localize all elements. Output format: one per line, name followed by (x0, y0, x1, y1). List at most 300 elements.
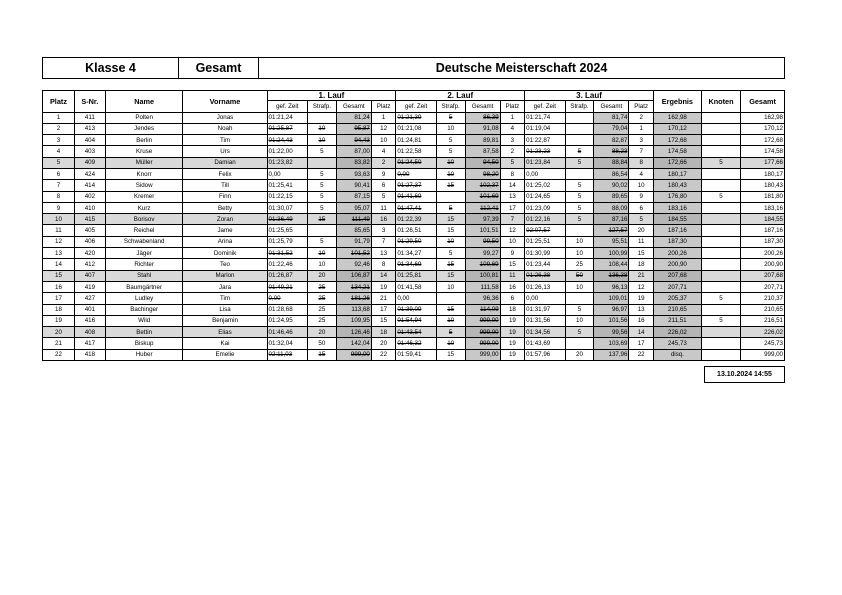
run-rank-cell: 14 (629, 327, 654, 338)
time-cell: 01:22,58 (396, 146, 436, 157)
run-rank-cell: 5 (629, 214, 654, 225)
result-cell: 187,30 (653, 236, 701, 247)
final-total-cell: 210,37 (741, 293, 785, 304)
penalty-cell: 10 (307, 135, 336, 146)
last-name-cell: Huber (105, 349, 183, 360)
run-rank-cell: 6 (629, 202, 654, 213)
table-row (43, 191, 785, 202)
lauf3-time-header: gef. Zeit (525, 101, 565, 113)
run-rank-cell: 1 (371, 112, 396, 123)
first-name-cell: Benjamin (183, 315, 267, 326)
time-cell: 01:23,09 (525, 202, 565, 213)
run-total-cell: 98,20 (465, 168, 500, 179)
final-total-cell: 207,71 (741, 281, 785, 292)
time-cell: 01:24,81 (396, 135, 436, 146)
time-cell: 01:31,52 (267, 248, 307, 259)
penalty-cell (565, 135, 594, 146)
first-name-cell: Marlon (183, 270, 267, 281)
penalty-cell: 15 (436, 214, 465, 225)
run-total-cell: 137,96 (594, 349, 629, 360)
run-rank-cell: 18 (500, 304, 525, 315)
final-total-cell: 177,66 (741, 157, 785, 168)
time-cell: 01:29,50 (396, 236, 436, 247)
knot-penalty-cell: 5 (701, 315, 740, 326)
run-total-cell: 81,24 (336, 112, 371, 123)
time-cell: 01:23,44 (525, 259, 565, 270)
result-cell: 207,71 (653, 281, 701, 292)
time-cell: 01:49,21 (267, 281, 307, 292)
time-cell: 01:30,99 (525, 248, 565, 259)
run-rank-cell: 19 (500, 327, 525, 338)
run-total-cell: 89,65 (594, 191, 629, 202)
rank-cell: 22 (43, 349, 75, 360)
run-rank-cell: 14 (371, 270, 396, 281)
time-cell: 01:22,46 (267, 259, 307, 270)
lauf2-rank-header: Platz (500, 101, 525, 113)
run-total-cell: 106,87 (336, 270, 371, 281)
result-cell: 245,73 (653, 338, 701, 349)
lauf3-total-header: Gesamt (594, 101, 629, 113)
penalty-cell: 5 (436, 202, 465, 213)
rank-cell: 18 (43, 304, 75, 315)
time-cell: 01:47,41 (396, 202, 436, 213)
final-total-cell: 187,16 (741, 225, 785, 236)
penalty-cell: 5 (307, 236, 336, 247)
final-total-cell: 184,55 (741, 214, 785, 225)
first-name-cell: Urs (183, 146, 267, 157)
run-total-cell: 99,56 (594, 327, 629, 338)
run-total-cell: 999,00 (465, 315, 500, 326)
rank-cell: 3 (43, 135, 75, 146)
first-name-cell: Tim (183, 293, 267, 304)
result-cell: disq. (653, 349, 701, 360)
time-cell: 01:19,04 (525, 123, 565, 134)
first-name-cell: Kai (183, 338, 267, 349)
result-cell: 205,37 (653, 293, 701, 304)
rank-cell: 6 (43, 168, 75, 179)
last-name-cell: Jendes (105, 123, 183, 134)
table-row (43, 157, 785, 168)
last-name-cell: Ludley (105, 293, 183, 304)
time-cell: 01:41,58 (396, 281, 436, 292)
time-cell: 01:36,49 (267, 214, 307, 225)
last-name-cell: Baumgärtner (105, 281, 183, 292)
rank-cell: 2 (43, 123, 75, 134)
table-row (43, 248, 785, 259)
start-number-cell: 402 (74, 191, 105, 202)
run-total-cell: 88,23 (594, 146, 629, 157)
rank-cell: 17 (43, 293, 75, 304)
run-rank-cell: 4 (500, 123, 525, 134)
penalty-cell: 15 (436, 349, 465, 360)
first-name-cell: Arina (183, 236, 267, 247)
penalty-cell: 10 (565, 248, 594, 259)
penalty-cell: 10 (565, 315, 594, 326)
run-total-cell: 95,07 (336, 202, 371, 213)
run-total-cell: 87,16 (594, 214, 629, 225)
run-rank-cell: 19 (500, 349, 525, 360)
time-cell: 01:25,79 (267, 236, 307, 247)
last-name-cell: Kruse (105, 146, 183, 157)
first-name-cell: Betty (183, 202, 267, 213)
penalty-cell (307, 112, 336, 123)
header-bar (42, 57, 785, 79)
first-name-cell: Lisa (183, 304, 267, 315)
final-total-cell: 170,12 (741, 123, 785, 134)
result-cell: 226,02 (653, 327, 701, 338)
final-total-cell: 174,58 (741, 146, 785, 157)
knot-penalty-cell (701, 135, 740, 146)
start-number-cell: 424 (74, 168, 105, 179)
first-name-cell: Zoran (183, 214, 267, 225)
results-table (42, 90, 785, 361)
run-total-cell: 95,87 (336, 123, 371, 134)
run-total-cell: 111,49 (336, 214, 371, 225)
time-cell: 01:41,69 (396, 191, 436, 202)
result-cell: 170,12 (653, 123, 701, 134)
run-total-cell: 79,04 (594, 123, 629, 134)
run-total-cell: 999,00 (465, 327, 500, 338)
run-rank-cell: 15 (629, 248, 654, 259)
run-total-cell: 142,04 (336, 338, 371, 349)
penalty-cell (565, 123, 594, 134)
run-rank-cell: 9 (371, 168, 396, 179)
penalty-cell (565, 225, 594, 236)
run-rank-cell: 20 (371, 338, 396, 349)
time-cell: 01:23,84 (525, 157, 565, 168)
knot-penalty-cell (701, 214, 740, 225)
run-rank-cell: 4 (629, 168, 654, 179)
result-cell: 200,26 (653, 248, 701, 259)
run-total-cell: 87,58 (465, 146, 500, 157)
lauf2-penalty-header: Strafp. (436, 101, 465, 113)
run-rank-cell: 22 (371, 349, 396, 360)
last-name-cell: Bettin (105, 327, 183, 338)
table-row (43, 338, 785, 349)
penalty-cell: 5 (565, 304, 594, 315)
run-rank-cell: 13 (371, 248, 396, 259)
final-total-cell: 183,16 (741, 202, 785, 213)
time-cell: 0,00 (525, 293, 565, 304)
run-total-cell: 83,82 (336, 157, 371, 168)
run-total-cell: 88,84 (594, 157, 629, 168)
rank-cell: 14 (43, 259, 75, 270)
time-cell: 01:26,51 (396, 225, 436, 236)
run-rank-cell: 8 (629, 157, 654, 168)
table-row (43, 293, 785, 304)
run-rank-cell: 8 (500, 168, 525, 179)
run-total-cell: 181,26 (336, 293, 371, 304)
start-number-cell: 401 (74, 304, 105, 315)
run-total-cell: 136,38 (594, 270, 629, 281)
result-cell: 174,58 (653, 146, 701, 157)
table-row (43, 214, 785, 225)
run-rank-cell: 15 (500, 259, 525, 270)
time-cell: 01:28,68 (267, 304, 307, 315)
final-total-cell: 200,90 (741, 259, 785, 270)
run-total-cell: 86,39 (465, 112, 500, 123)
result-cell: 172,66 (653, 157, 701, 168)
time-cell: 01:26,87 (267, 270, 307, 281)
final-total-cell: 172,68 (741, 135, 785, 146)
knot-penalty-cell (701, 180, 740, 191)
final-total-cell: 210,65 (741, 304, 785, 315)
penalty-cell: 5 (565, 327, 594, 338)
table-row (43, 349, 785, 360)
run-rank-cell: 1 (500, 112, 525, 123)
run-total-cell: 101,51 (465, 225, 500, 236)
rank-cell: 11 (43, 225, 75, 236)
lauf3-rank-header: Platz (629, 101, 654, 113)
event-title: Deutsche Meisterschaft 2024 (435, 61, 608, 75)
time-cell: 01:34,69 (396, 259, 436, 270)
knot-penalty-cell (701, 259, 740, 270)
col-knoten: Knoten (701, 91, 740, 113)
result-cell: 162,98 (653, 112, 701, 123)
time-cell: 01:25,41 (267, 180, 307, 191)
time-cell: 01:22,00 (267, 146, 307, 157)
start-number-cell: 415 (74, 214, 105, 225)
knot-penalty-cell (701, 304, 740, 315)
time-cell: 01:54,94 (396, 315, 436, 326)
time-cell: 01:39,09 (396, 304, 436, 315)
run-rank-cell: 9 (629, 191, 654, 202)
penalty-cell: 10 (436, 157, 465, 168)
rank-cell: 5 (43, 157, 75, 168)
last-name-cell: Biskup (105, 338, 183, 349)
penalty-cell: 5 (307, 191, 336, 202)
run-rank-cell: 19 (500, 338, 525, 349)
run-total-cell: 103,69 (594, 338, 629, 349)
final-total-cell: 999,00 (741, 349, 785, 360)
first-name-cell: Finn (183, 191, 267, 202)
run-total-cell: 112,41 (465, 202, 500, 213)
start-number-cell: 427 (74, 293, 105, 304)
lauf1-time-header: gef. Zeit (267, 101, 307, 113)
start-number-cell: 405 (74, 225, 105, 236)
col-vorname: Vorname (183, 91, 267, 113)
result-cell: 184,55 (653, 214, 701, 225)
run-total-cell: 109,69 (465, 259, 500, 270)
rank-cell: 4 (43, 146, 75, 157)
first-name-cell: Till (183, 180, 267, 191)
run-total-cell: 99,27 (465, 248, 500, 259)
time-cell: 01:57,96 (525, 349, 565, 360)
run-rank-cell: 11 (500, 270, 525, 281)
run-rank-cell: 17 (629, 338, 654, 349)
time-cell: 02:07,57 (525, 225, 565, 236)
col-lauf2: 2. Lauf (396, 91, 525, 101)
rank-cell: 7 (43, 180, 75, 191)
run-total-cell: 91,08 (465, 123, 500, 134)
penalty-cell: 5 (436, 112, 465, 123)
last-name-cell: Kurz (105, 202, 183, 213)
penalty-cell: 25 (307, 293, 336, 304)
final-total-cell: 216,51 (741, 315, 785, 326)
start-number-cell: 412 (74, 259, 105, 270)
table-row (43, 225, 785, 236)
run-rank-cell: 7 (629, 146, 654, 157)
knot-penalty-cell (701, 202, 740, 213)
last-name-cell: Bachinger (105, 304, 183, 315)
first-name-cell: Felix (183, 168, 267, 179)
penalty-cell: 25 (307, 315, 336, 326)
start-number-cell: 419 (74, 281, 105, 292)
run-rank-cell: 5 (500, 157, 525, 168)
run-rank-cell: 12 (371, 123, 396, 134)
group-label: Gesamt (179, 58, 259, 78)
knot-penalty-cell: 5 (701, 191, 740, 202)
penalty-cell (565, 293, 594, 304)
run-rank-cell: 22 (629, 349, 654, 360)
rank-cell: 20 (43, 327, 75, 338)
knot-penalty-cell (701, 225, 740, 236)
rank-cell: 12 (43, 236, 75, 247)
time-cell: 01:24,50 (396, 157, 436, 168)
time-cell: 01:21,74 (525, 112, 565, 123)
rank-cell: 1 (43, 112, 75, 123)
time-cell: 01:23,82 (267, 157, 307, 168)
col-lauf3: 3. Lauf (525, 91, 654, 101)
run-rank-cell: 16 (371, 214, 396, 225)
time-cell: 01:32,04 (267, 338, 307, 349)
run-total-cell: 96,36 (465, 293, 500, 304)
run-rank-cell: 12 (500, 225, 525, 236)
final-total-cell: 162,98 (741, 112, 785, 123)
penalty-cell: 5 (565, 146, 594, 157)
time-cell: 01:43,54 (396, 327, 436, 338)
run-total-cell: 102,37 (465, 180, 500, 191)
start-number-cell: 404 (74, 135, 105, 146)
time-cell: 01:25,51 (525, 236, 565, 247)
lauf1-total-header: Gesamt (336, 101, 371, 113)
start-number-cell: 403 (74, 146, 105, 157)
run-total-cell: 82,87 (594, 135, 629, 146)
start-number-cell: 414 (74, 180, 105, 191)
run-total-cell: 87,00 (336, 146, 371, 157)
time-cell: 0,00 (396, 168, 436, 179)
table-row (43, 236, 785, 247)
knot-penalty-cell (701, 270, 740, 281)
last-name-cell: Wild (105, 315, 183, 326)
final-total-cell: 200,26 (741, 248, 785, 259)
run-rank-cell: 19 (371, 281, 396, 292)
lauf1-penalty-header: Strafp. (307, 101, 336, 113)
first-name-cell: Jonas (183, 112, 267, 123)
penalty-cell: 15 (307, 214, 336, 225)
run-rank-cell: 20 (629, 225, 654, 236)
run-rank-cell: 7 (371, 236, 396, 247)
table-row (43, 327, 785, 338)
penalty-cell: 15 (307, 349, 336, 360)
time-cell: 0,00 (267, 168, 307, 179)
table-row (43, 112, 785, 123)
run-rank-cell: 8 (371, 259, 396, 270)
time-cell: 01:59,41 (396, 349, 436, 360)
run-total-cell: 85,65 (336, 225, 371, 236)
run-total-cell: 111,58 (465, 281, 500, 292)
print-timestamp: 13.10.2024 14:55 (704, 366, 785, 383)
lauf1-rank-header: Platz (371, 101, 396, 113)
knot-penalty-cell (701, 327, 740, 338)
first-name-cell: Dominik (183, 248, 267, 259)
penalty-cell: 50 (307, 338, 336, 349)
time-cell: 01:22,16 (525, 214, 565, 225)
lauf2-total-header: Gesamt (465, 101, 500, 113)
first-name-cell: Noah (183, 123, 267, 134)
penalty-cell: 15 (436, 180, 465, 191)
time-cell: 02:11,03 (267, 349, 307, 360)
penalty-cell: 10 (307, 248, 336, 259)
run-rank-cell: 10 (629, 180, 654, 191)
time-cell: 01:24,65 (525, 191, 565, 202)
start-number-cell: 408 (74, 327, 105, 338)
penalty-cell: 5 (307, 168, 336, 179)
penalty-cell: 5 (565, 191, 594, 202)
result-cell: 207,68 (653, 270, 701, 281)
run-rank-cell: 18 (629, 259, 654, 270)
run-rank-cell: 9 (500, 248, 525, 259)
penalty-cell: 25 (565, 259, 594, 270)
last-name-cell: Jäger (105, 248, 183, 259)
penalty-cell: 10 (436, 315, 465, 326)
rank-cell: 9 (43, 202, 75, 213)
start-number-cell: 420 (74, 248, 105, 259)
rank-cell: 21 (43, 338, 75, 349)
run-total-cell: 109,01 (594, 293, 629, 304)
time-cell: 01:34,56 (525, 327, 565, 338)
run-total-cell: 101,52 (336, 248, 371, 259)
time-cell: 01:34,27 (396, 248, 436, 259)
run-rank-cell: 19 (629, 293, 654, 304)
start-number-cell: 413 (74, 123, 105, 134)
run-rank-cell: 12 (629, 281, 654, 292)
result-cell: 211,51 (653, 315, 701, 326)
time-cell: 01:26,13 (525, 281, 565, 292)
run-rank-cell: 21 (371, 293, 396, 304)
penalty-cell: 5 (565, 202, 594, 213)
last-name-cell: Stahl (105, 270, 183, 281)
penalty-cell: 5 (565, 157, 594, 168)
penalty-cell: 5 (436, 327, 465, 338)
run-total-cell: 86,54 (594, 168, 629, 179)
run-total-cell: 126,46 (336, 327, 371, 338)
start-number-cell: 411 (74, 112, 105, 123)
table-row (43, 123, 785, 134)
col-ergebnis: Ergebnis (653, 91, 701, 113)
time-cell: 01:22,87 (525, 135, 565, 146)
first-name-cell: Jame (183, 225, 267, 236)
col-gesamt: Gesamt (741, 91, 785, 113)
penalty-cell (565, 168, 594, 179)
time-cell: 01:27,37 (396, 180, 436, 191)
start-number-cell: 409 (74, 157, 105, 168)
penalty-cell (307, 225, 336, 236)
time-cell: 01:31,56 (525, 315, 565, 326)
run-rank-cell: 2 (500, 146, 525, 157)
table-row (43, 281, 785, 292)
result-cell: 180,17 (653, 168, 701, 179)
time-cell: 01:21,39 (396, 112, 436, 123)
lauf3-penalty-header: Strafp. (565, 101, 594, 113)
last-name-cell: Borisov (105, 214, 183, 225)
run-total-cell: 113,68 (336, 304, 371, 315)
rank-cell: 19 (43, 315, 75, 326)
time-cell: 01:25,87 (267, 123, 307, 134)
run-rank-cell: 5 (371, 191, 396, 202)
time-cell: 01:31,97 (525, 304, 565, 315)
run-rank-cell: 6 (371, 180, 396, 191)
